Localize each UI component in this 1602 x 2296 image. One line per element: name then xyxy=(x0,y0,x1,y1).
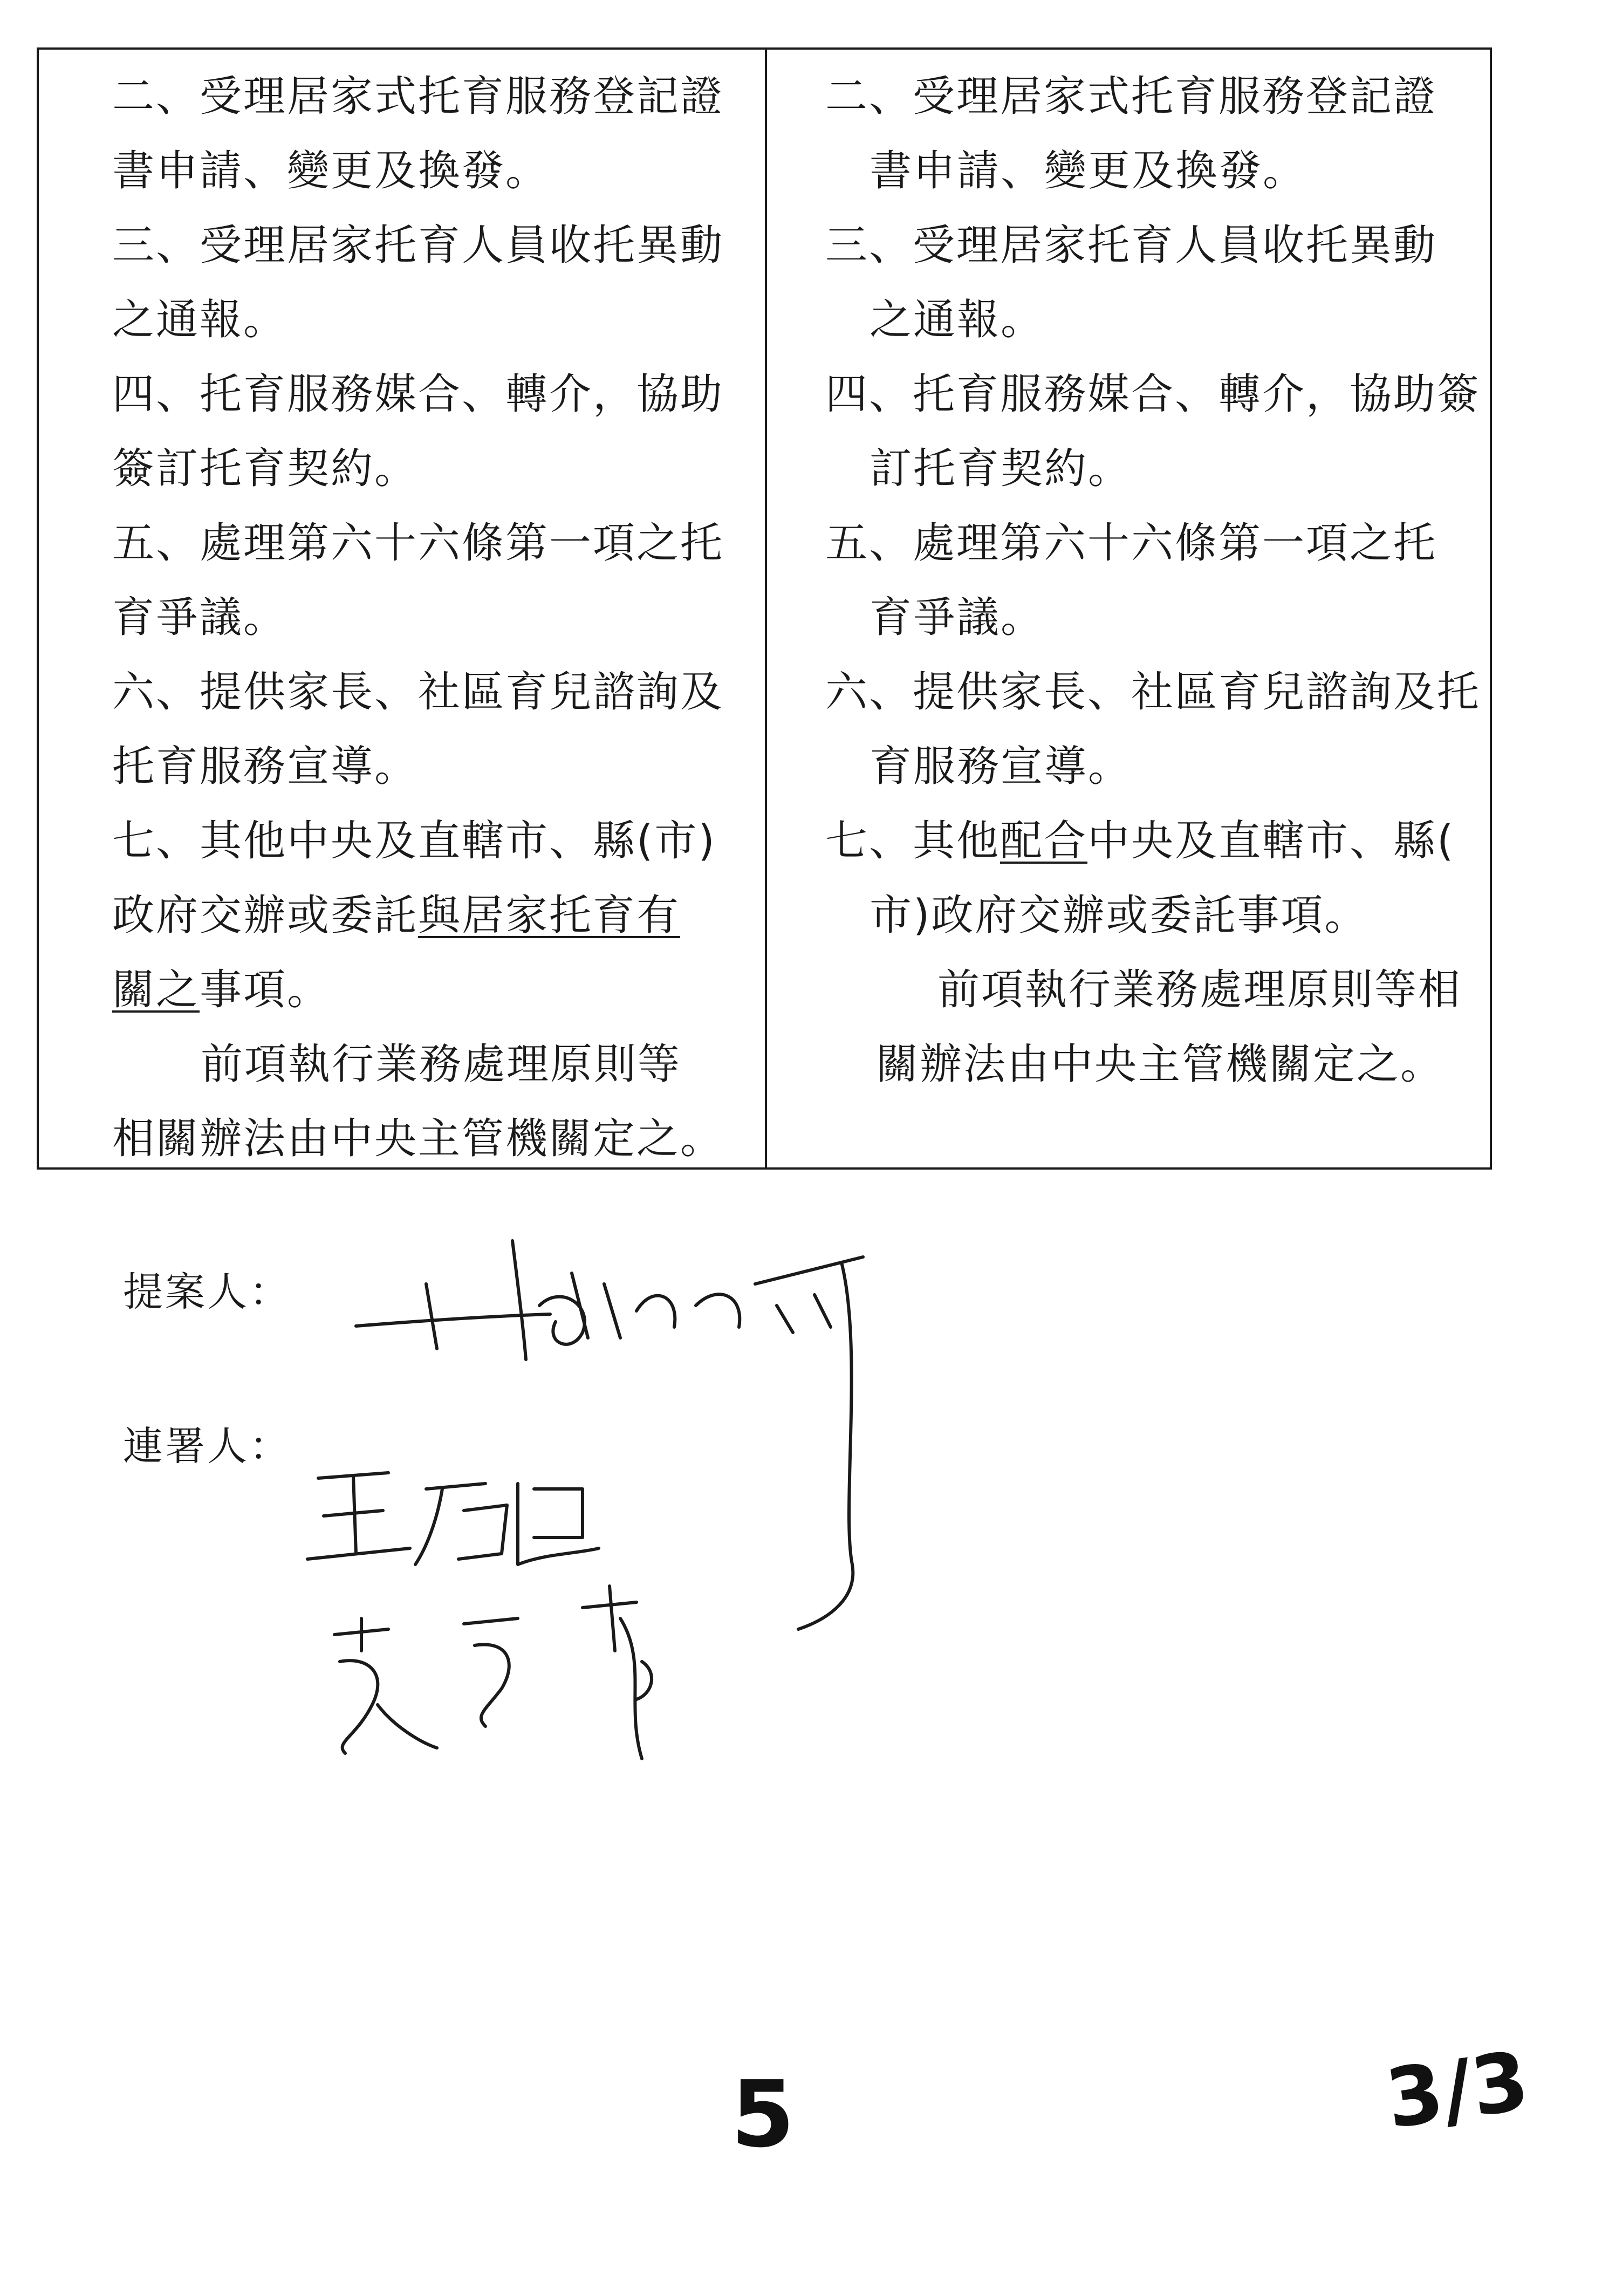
left-column-content xyxy=(112,59,765,1176)
right-item-7-line-2: 市)政府交辦或委託事項。 xyxy=(870,891,1368,940)
page-fraction: 3/3 xyxy=(1380,2034,1535,2147)
comparison-table xyxy=(37,47,1492,1170)
right-item-4-line-1: 四、托育服務媒合、轉介，協助簽 xyxy=(825,370,1481,419)
right-item-7-underlined-text: 配合 xyxy=(1000,817,1088,865)
right-item-5 xyxy=(825,506,1489,655)
right-item-7-text-b: 中央及直轄市、縣( xyxy=(1087,817,1455,865)
proposer-signature xyxy=(356,1241,863,1629)
left-item-5-line-1: 五、處理第六十六條第一項之托 xyxy=(112,519,724,568)
right-item-4-line-2: 訂托育契約。 xyxy=(870,445,1132,493)
left-item-7 xyxy=(112,804,765,1027)
right-item-7 xyxy=(825,804,1489,953)
left-paragraph xyxy=(112,1027,765,1176)
left-item-5 xyxy=(112,506,765,655)
right-item-2-line-1: 二、受理居家式托育服務登記證 xyxy=(825,72,1437,121)
left-item-3-line-2: 之通報。 xyxy=(112,296,287,344)
right-paragraph-line-1: 前項執行業務處理原則等相 xyxy=(937,966,1462,1014)
right-item-2 xyxy=(825,59,1489,208)
left-item-4 xyxy=(112,357,765,506)
right-paragraph-line-2: 關辦法由中央主管機關定之。 xyxy=(876,1040,1444,1089)
left-item-7-plain-text-2: 事項。 xyxy=(200,966,331,1014)
right-item-5-line-2: 育爭議。 xyxy=(870,593,1045,642)
left-item-2 xyxy=(112,59,765,208)
left-item-4-line-2: 簽訂托育契約。 xyxy=(112,445,419,493)
right-item-5-line-1: 五、處理第六十六條第一項之托 xyxy=(825,519,1437,568)
left-item-2-line-1: 二、受理居家式托育服務登記證 xyxy=(112,72,724,121)
left-item-7-plain-text: 政府交辦或委託 xyxy=(112,891,419,940)
right-item-3 xyxy=(825,208,1489,357)
left-item-3-line-1: 三、受理居家托育人員收托異動 xyxy=(112,221,724,270)
page-number: 5 xyxy=(731,2061,795,2168)
left-item-7-underlined-text: 與居家托育有 xyxy=(418,891,681,940)
left-item-7-underlined-text-2: 關之 xyxy=(112,966,200,1014)
right-item-3-line-1: 三、受理居家托育人員收托異動 xyxy=(825,221,1437,270)
cosigner-label: 連署人： xyxy=(123,1423,291,1470)
left-column xyxy=(39,50,767,1167)
right-paragraph xyxy=(825,953,1489,1102)
left-item-3 xyxy=(112,208,765,357)
right-item-7-line-1 xyxy=(825,804,1489,878)
right-item-6-line-1: 六、提供家長、社區育兒諮詢及托 xyxy=(825,668,1481,716)
left-paragraph-line-1: 前項執行業務處理原則等 xyxy=(201,1040,682,1089)
right-item-6-line-2: 育服務宣導。 xyxy=(870,742,1132,791)
left-item-5-line-2: 育爭議。 xyxy=(112,593,287,642)
left-item-6 xyxy=(112,655,765,804)
right-item-4 xyxy=(825,357,1489,506)
right-column xyxy=(767,50,1490,1167)
left-item-7-line-2 xyxy=(112,878,765,953)
right-column-content xyxy=(825,59,1489,1102)
left-item-6-line-1: 六、提供家長、社區育兒諮詢及 xyxy=(112,668,724,716)
right-item-7-text-a: 七、其他 xyxy=(825,817,1001,865)
right-item-3-line-2: 之通報。 xyxy=(870,296,1045,344)
cosigner-signature-2 xyxy=(334,1586,652,1759)
left-item-7-line-3 xyxy=(112,953,765,1027)
left-paragraph-line-2: 相關辦法由中央主管機關定之。 xyxy=(112,1115,724,1163)
left-item-6-line-2: 托育服務宣導。 xyxy=(112,742,419,791)
left-item-4-line-1: 四、托育服務媒合、轉介，協助 xyxy=(112,370,724,419)
proposer-label: 提案人： xyxy=(123,1269,291,1315)
left-item-7-line-1: 七、其他中央及直轄市、縣(市) xyxy=(112,817,716,865)
cosigner-signature-1 xyxy=(307,1473,599,1564)
right-item-6 xyxy=(825,655,1489,804)
right-item-2-line-2: 書申請、變更及換發。 xyxy=(870,147,1307,195)
left-item-2-line-2: 書申請、變更及換發。 xyxy=(112,147,550,195)
